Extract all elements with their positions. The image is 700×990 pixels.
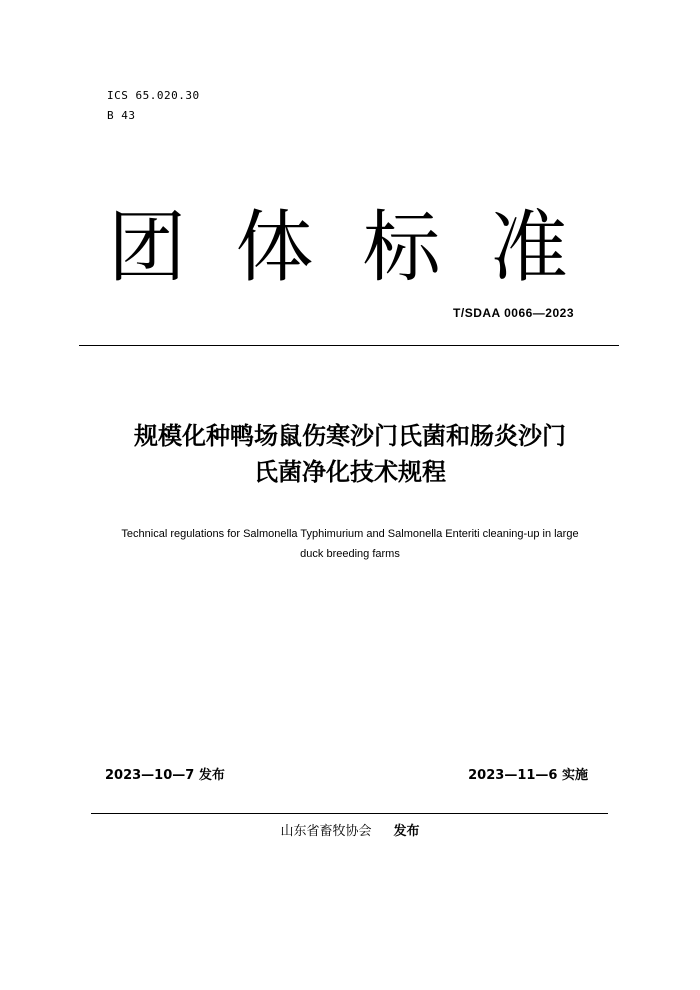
english-title-line: Technical regulations for Salmonella Typhimurium and Salmonella Enteriti cleaning-up in large xyxy=(121,528,579,540)
ics-code: ICS 65.020.30 xyxy=(107,89,200,102)
top-divider xyxy=(79,345,619,346)
chinese-title xyxy=(80,418,620,490)
classification-block xyxy=(107,86,200,126)
document-number: T/SDAA 0066—2023 xyxy=(453,306,574,320)
standard-type-char: 准 xyxy=(489,203,568,293)
english-title-line: duck breeding farms xyxy=(300,548,400,560)
publisher-action: 发布 xyxy=(393,824,420,839)
publisher-line xyxy=(0,820,700,839)
standard-type-char: 团 xyxy=(108,203,187,293)
standard-type-heading xyxy=(108,198,568,298)
chinese-title-line: 规模化种鸭场鼠伤寒沙门氏菌和肠炎沙门 xyxy=(134,422,566,450)
standard-type-char: 标 xyxy=(362,203,441,293)
publisher-name: 山东省畜牧协会 xyxy=(280,824,372,839)
bottom-divider xyxy=(91,813,608,814)
standard-type-char: 体 xyxy=(235,203,314,293)
chinese-title-line: 氏菌净化技术规程 xyxy=(254,458,446,486)
english-title xyxy=(100,524,600,564)
ccs-code: B 43 xyxy=(107,109,136,122)
effective-date: 2023—11—6 实施 xyxy=(468,768,588,783)
publish-date: 2023—10—7 发布 xyxy=(105,768,225,783)
